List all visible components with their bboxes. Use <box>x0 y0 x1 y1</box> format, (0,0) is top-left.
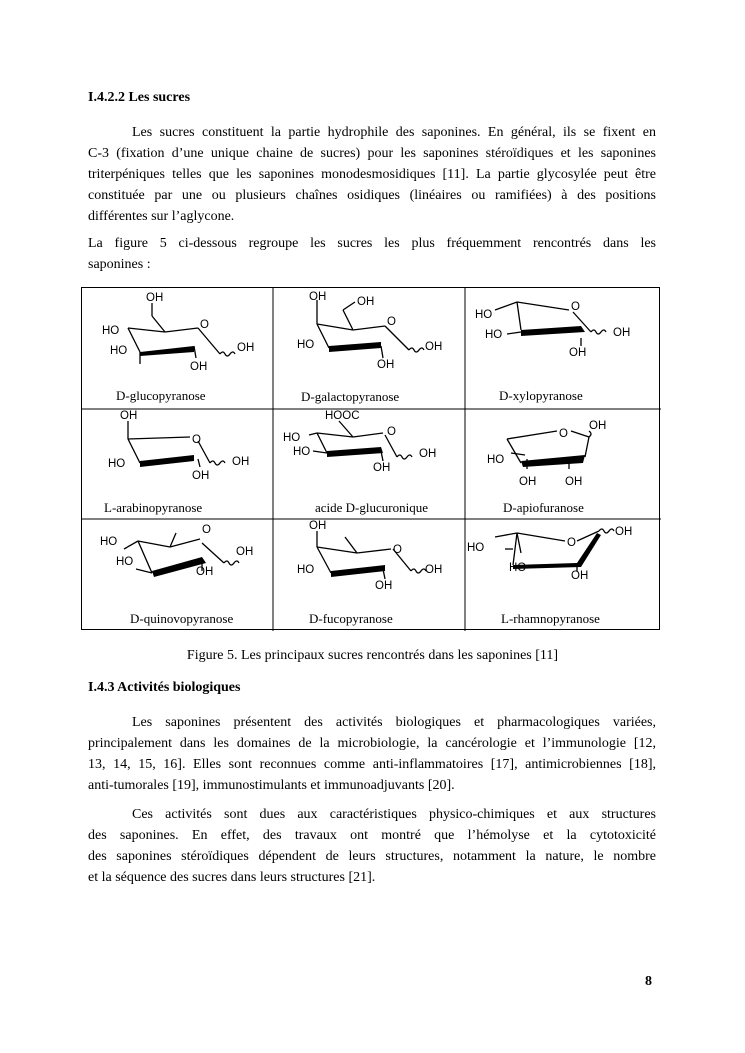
atom-label: OH <box>237 342 255 354</box>
sugar-name: D-galactopyranose <box>301 389 400 404</box>
text-line: et la séquence des sucres dans leurs structures [21]. <box>88 870 376 885</box>
text-line: constituée par une ou plusieurs chaînes osidiques (linéaires ou ramifiées) à des positions <box>88 188 656 203</box>
section-heading-sucres: I.4.2.2 Les sucres <box>88 90 191 105</box>
atom-label: HO <box>485 329 503 341</box>
atom-label: OH <box>236 546 254 558</box>
cell-glucopyranose <box>82 288 273 409</box>
cell-glucuronique <box>273 409 465 519</box>
atom-label: O <box>200 319 209 331</box>
text-line: 13, 14, 15, 16]. Elles sont reconnues comme anti-inflammatoires [17], antimicrobiennes [18], <box>88 757 656 772</box>
atom-label: O <box>393 544 402 556</box>
sugar-name: D-apiofuranose <box>503 500 584 515</box>
text-line: différentes sur l’aglycone. <box>88 209 235 224</box>
atom-label: O <box>192 434 201 446</box>
sugar-name: D-quinovopyranose <box>130 611 234 626</box>
atom-label: O <box>202 524 211 536</box>
atom-label: OH <box>373 462 391 474</box>
atom-label: OH <box>190 361 208 373</box>
atom-label: HO <box>108 458 126 470</box>
atom-label: OH <box>375 580 393 592</box>
atom-label: OH <box>377 359 395 371</box>
text-line: C-3 (fixation d’une unique chaine de sucres) pour les saponines stéroïdiques et les saponines <box>88 146 656 161</box>
text-line: Les saponines présentent des activités biologiques et pharmacologiques variées, <box>132 715 656 730</box>
sugar-name: acide D-glucuronique <box>315 500 428 515</box>
atom-label: O <box>387 426 396 438</box>
atom-label: O <box>567 537 576 549</box>
paragraph-sucres-1 <box>88 122 656 227</box>
paragraph-activites-1 <box>88 712 656 796</box>
atom-label: OH <box>589 420 607 432</box>
sugar-name: D-fucopyranose <box>309 611 393 626</box>
text-line: des saponines stéroïdiques dépendent de leurs structures, notamment la nature, le nombre <box>88 849 656 864</box>
atom-label: HO <box>293 446 311 458</box>
atom-label: HO <box>283 432 301 444</box>
atom-label: HO <box>110 345 128 357</box>
atom-label: OH <box>519 476 537 488</box>
atom-label: OH <box>425 564 443 576</box>
atom-label: OH <box>613 327 631 339</box>
atom-label: O <box>571 301 580 313</box>
text-line: triterpéniques telles que les saponines monodesmosidiques [11]. La partie glycosylée peut être <box>88 167 656 182</box>
cell-galactopyranose <box>273 288 465 409</box>
text-line: des saponines. En effet, des travaux ont montré que l’hémolyse et la cytotoxicité <box>88 828 656 843</box>
text-line: saponines : <box>88 257 151 272</box>
atom-label: OH <box>196 566 214 578</box>
sugar-name: D-xylopyranose <box>499 388 583 403</box>
atom-label: OH <box>192 470 210 482</box>
atom-label: OH <box>565 476 583 488</box>
atom-label: HOOC <box>325 410 360 422</box>
atom-label: HO <box>100 536 118 548</box>
atom-label: OH <box>569 347 587 359</box>
paragraph-sucres-2 <box>88 233 656 275</box>
sugar-name: L-rhamnopyranose <box>501 611 600 626</box>
atom-label: HO <box>467 542 485 554</box>
atom-label: OH <box>309 291 327 303</box>
atom-label: HO <box>475 309 493 321</box>
cell-fucopyranose <box>273 519 465 631</box>
atom-label: OH <box>232 456 250 468</box>
atom-label: HO <box>297 564 315 576</box>
atom-label: HO <box>509 562 527 574</box>
text-line: anti-tumorales [19], immunostimulants et immunoadjuvants [20]. <box>88 778 455 793</box>
text-line: Les sucres constituent la partie hydrophile des saponines. En général, ils se fixent en <box>132 125 656 140</box>
atom-label: OH <box>571 570 589 582</box>
figure-caption: Figure 5. Les principaux sucres rencontrés dans les saponines [11] <box>186 648 559 663</box>
atom-label: HO <box>102 325 120 337</box>
atom-label: OH <box>419 448 437 460</box>
atom-label: OH <box>425 341 443 353</box>
paragraph-activites-2 <box>88 804 656 888</box>
text-line: La figure 5 ci-dessous regroupe les sucres les plus fréquemment rencontrés dans les <box>88 236 656 251</box>
sugar-name: L-arabinopyranose <box>104 500 203 515</box>
page-number: 8 <box>645 974 652 989</box>
text-line: Ces activités sont dues aux caractéristiques physico-chimiques et aux structures <box>132 807 656 822</box>
section-heading-activites: I.4.3 Activités biologiques <box>88 680 241 695</box>
atom-label: O <box>559 428 568 440</box>
atom-label: OH <box>357 296 375 308</box>
cell-quinovopyranose <box>82 519 273 631</box>
atom-label: HO <box>116 556 134 568</box>
atom-label: OH <box>146 292 164 304</box>
atom-label: OH <box>309 520 327 532</box>
cell-xylopyranose <box>465 288 661 409</box>
cell-rhamnopyranose <box>465 519 661 631</box>
cell-apiofuranose <box>465 409 661 519</box>
atom-label: O <box>387 316 396 328</box>
atom-label: OH <box>120 410 138 422</box>
atom-label: HO <box>487 454 505 466</box>
atom-label: HO <box>297 339 315 351</box>
text-line: principalement dans les domaines de la microbiologie, la cancérologie et l’immunologie [12, <box>88 736 656 751</box>
atom-label: OH <box>615 526 633 538</box>
cell-arabinopyranose <box>82 409 273 519</box>
figure-5-sugar-grid <box>81 287 660 630</box>
sugar-name: D-glucopyranose <box>116 388 206 403</box>
